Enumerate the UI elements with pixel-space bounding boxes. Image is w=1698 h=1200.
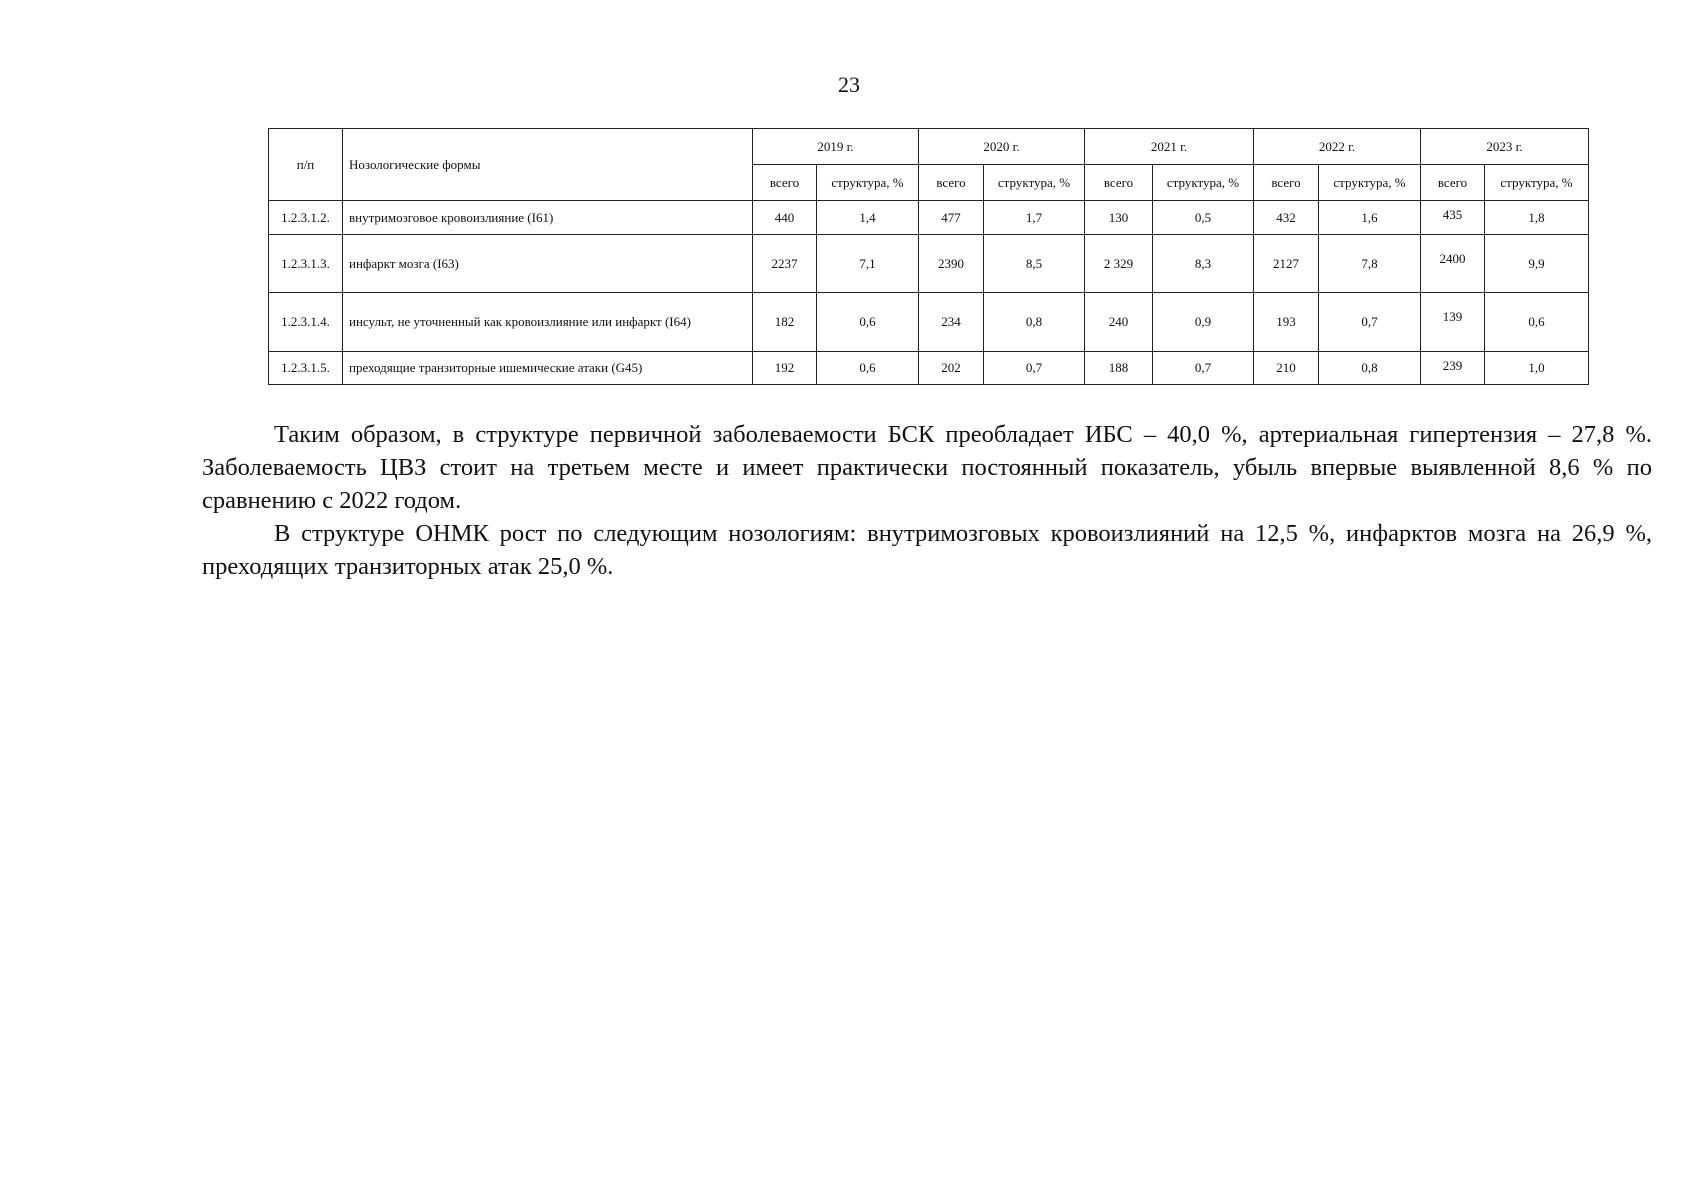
cell-value: 1,7 [984,201,1085,235]
col-num-header: п/п [269,129,343,201]
cell-value: 1,4 [817,201,919,235]
subheader-total: всего [1085,165,1153,201]
row-num: 1.2.3.1.3. [269,235,343,293]
table-header-row [269,129,1589,165]
row-num: 1.2.3.1.4. [269,293,343,352]
subheader-total: всего [1421,165,1485,201]
cell-value: 0,8 [984,293,1085,352]
cell-value: 0,9 [1153,293,1254,352]
table-row [269,293,1589,352]
cell-value: 9,9 [1485,235,1589,293]
row-name: инфаркт мозга (I63) [343,235,753,293]
row-name: инсульт, не уточненный как кровоизлияние или инфаркт (I64) [343,293,753,352]
incidence-table [268,128,1589,385]
row-num: 1.2.3.1.5. [269,352,343,385]
cell-value: 477 [919,201,984,235]
cell-value: 435 [1421,201,1485,235]
cell-value: 1,0 [1485,352,1589,385]
cell-value: 0,7 [984,352,1085,385]
page-number: 23 [838,72,860,97]
cell-value: 234 [919,293,984,352]
cell-value: 239 [1421,352,1485,385]
subheader-total: всего [919,165,984,201]
col-name-header: Нозологические формы [343,129,753,201]
row-num: 1.2.3.1.2. [269,201,343,235]
cell-value: 192 [753,352,817,385]
cell-value: 440 [753,201,817,235]
paragraph: В структуре ОНМК рост по следующим нозологиям: внутримозговых кровоизлияний на 12,5 %, инфарктов мозга на 26,9 %, преходящих транзиторных атак 25,0 %. [202,520,1652,580]
cell-value: 0,6 [817,293,919,352]
cell-value: 130 [1085,201,1153,235]
cell-value: 8,3 [1153,235,1254,293]
cell-value: 240 [1085,293,1153,352]
cell-value: 202 [919,352,984,385]
row-name: преходящие транзиторные ишемические атаки (G45) [343,352,753,385]
cell-value: 7,8 [1319,235,1421,293]
year-header: 2021 г. [1085,129,1254,165]
cell-value: 0,8 [1319,352,1421,385]
cell-value: 0,5 [1153,201,1254,235]
cell-value: 2 329 [1085,235,1153,293]
cell-value: 2237 [753,235,817,293]
body-text [202,418,1652,583]
cell-value: 0,6 [1485,293,1589,352]
cell-value: 0,6 [817,352,919,385]
year-header: 2022 г. [1254,129,1421,165]
cell-value: 0,7 [1319,293,1421,352]
cell-value: 8,5 [984,235,1085,293]
subheader-total: всего [753,165,817,201]
cell-value: 139 [1421,293,1485,352]
subheader-structure: структура, % [984,165,1085,201]
cell-value: 2127 [1254,235,1319,293]
paragraph: Таким образом, в структуре первичной заболеваемости БСК преобладает ИБС – 40,0 %, артериальная гипертензия – 27,8 %. Заболеваемость ЦВЗ стоит на третьем месте и имеет практически постоянный показатель, убыль впервые выявленной 8,6 % по сравнению с 2022 годом. [202,421,1652,514]
cell-value: 182 [753,293,817,352]
subheader-structure: структура, % [1153,165,1254,201]
table-row [269,352,1589,385]
table-row [269,235,1589,293]
subheader-structure: структура, % [1485,165,1589,201]
table-row [269,201,1589,235]
year-header: 2023 г. [1421,129,1589,165]
year-header: 2019 г. [753,129,919,165]
cell-value: 210 [1254,352,1319,385]
subheader-structure: структура, % [1319,165,1421,201]
cell-value: 0,7 [1153,352,1254,385]
cell-value: 2400 [1421,235,1485,293]
subheader-structure: структура, % [817,165,919,201]
cell-value: 432 [1254,201,1319,235]
year-header: 2020 г. [919,129,1085,165]
cell-value: 188 [1085,352,1153,385]
cell-value: 1,8 [1485,201,1589,235]
cell-value: 1,6 [1319,201,1421,235]
cell-value: 7,1 [817,235,919,293]
row-name: внутримозговое кровоизлияние (I61) [343,201,753,235]
subheader-total: всего [1254,165,1319,201]
cell-value: 193 [1254,293,1319,352]
cell-value: 2390 [919,235,984,293]
